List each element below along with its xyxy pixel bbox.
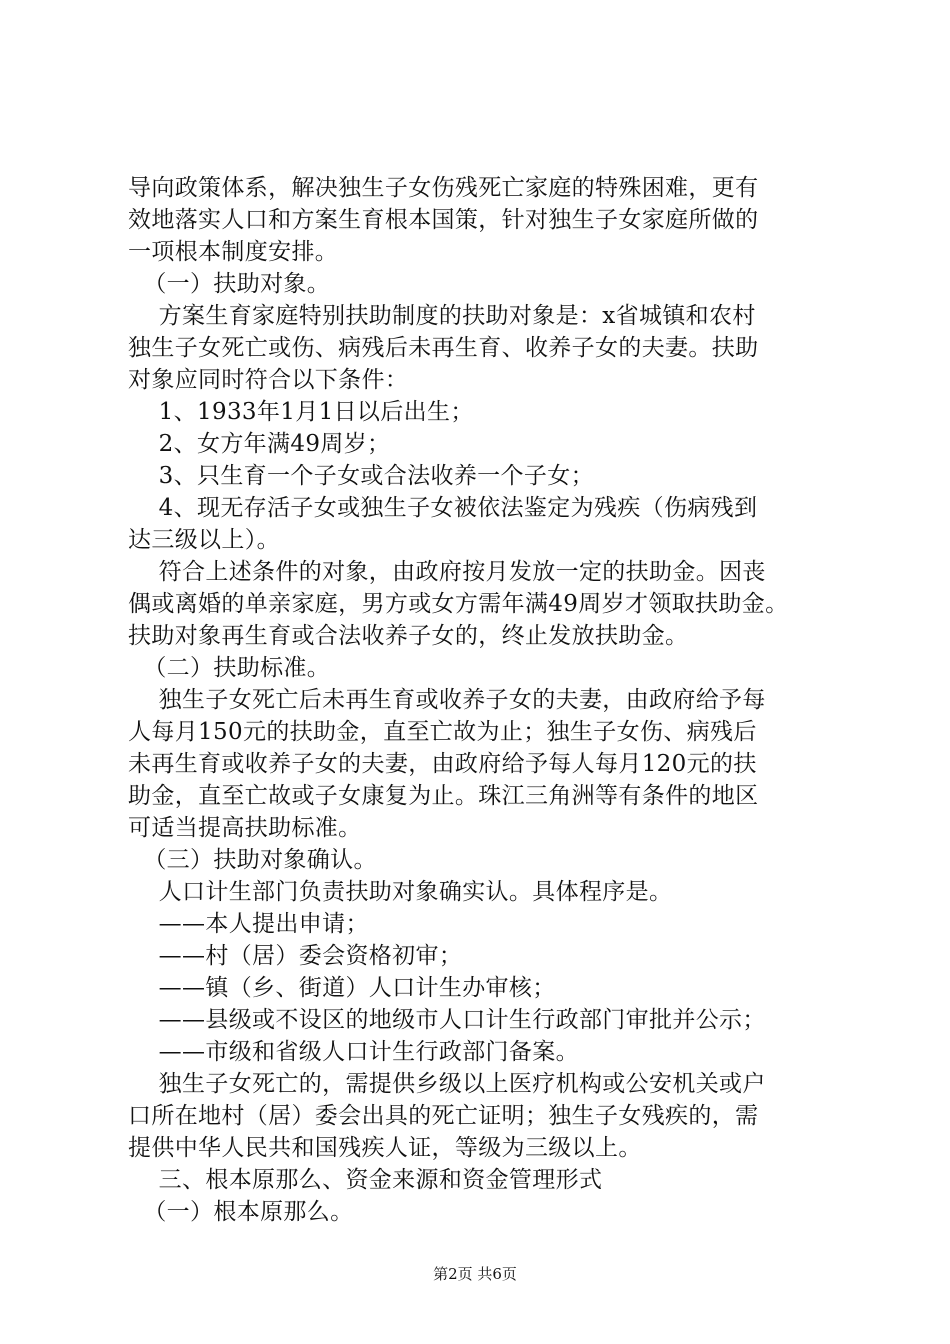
text-line: 人每月150元的扶助金，直至亡故为止；独生子女伤、病残后 xyxy=(128,719,757,745)
text-line: 独生子女死亡后未再生育或收养子女的夫妻，由政府给予每 xyxy=(128,687,766,713)
section-heading: （二）扶助标准。 xyxy=(128,655,331,681)
text-line: 偶或离婚的单亲家庭，男方或女方需年满49周岁才领取扶助金。 xyxy=(128,591,789,617)
section-heading: （一）根本原那么。 xyxy=(128,1199,354,1225)
section-heading: （一）扶助对象。 xyxy=(128,271,331,297)
text-line: 提供中华人民共和国残疾人证，等级为三级以上。 xyxy=(128,1135,642,1161)
text-line: 对象应同时符合以下条件： xyxy=(128,367,409,393)
list-item: 1、1933年1月1日以后出生； xyxy=(128,399,474,425)
list-item: ——镇（乡、街道）人口计生办审核； xyxy=(128,975,556,1001)
text-line: 口所在地村（居）委会出具的死亡证明；独生子女残疾的，需 xyxy=(128,1103,759,1129)
list-item: ——村（居）委会资格初审； xyxy=(128,943,463,969)
section-heading: 三、根本原那么、资金来源和资金管理形式 xyxy=(128,1167,603,1193)
text-line: 独生子女死亡或伤、病残后未再生育、收养子女的夫妻。扶助 xyxy=(128,335,759,361)
text-line: 达三级以上）。 xyxy=(128,527,280,553)
text-line: 方案生育家庭特别扶助制度的扶助对象是：x省城镇和农村 xyxy=(128,303,756,329)
text-line: 效地落实人口和方案生育根本国策，针对独生子女家庭所做的 xyxy=(128,207,759,233)
list-item: 2、女方年满49周岁； xyxy=(128,431,391,457)
list-item: ——县级或不设区的地级市人口计生行政部门审批并公示； xyxy=(128,1007,766,1033)
list-item: 3、只生育一个子女或合法收养一个子女； xyxy=(128,463,594,489)
text-line: 可适当提高扶助标准。 xyxy=(128,815,362,841)
page-number-label: 第2页 共6页 xyxy=(433,1265,517,1283)
text-line: 导向政策体系，解决独生子女伤残死亡家庭的特殊困难，更有 xyxy=(128,175,759,201)
section-heading: （三）扶助对象确认。 xyxy=(128,847,377,873)
list-item: ——本人提出申请； xyxy=(128,911,369,937)
document-body xyxy=(128,172,844,1228)
text-line: 一项根本制度安排。 xyxy=(128,239,339,265)
text-line: 扶助对象再生育或合法收养子女的，终止发放扶助金。 xyxy=(128,623,689,649)
text-line: 人口计生部门负责扶助对象确实认。具体程序是。 xyxy=(128,879,673,905)
text-line: 独生子女死亡的，需提供乡级以上医疗机构或公安机关或户 xyxy=(128,1071,766,1097)
text-line: 助金，直至亡故或子女康复为止。珠江三角洲等有条件的地区 xyxy=(128,783,759,809)
list-item: ——市级和省级人口计生行政部门备案。 xyxy=(128,1039,579,1065)
text-line: 未再生育或收养子女的夫妻，由政府给予每人每月120元的扶 xyxy=(128,751,757,777)
text-line: 符合上述条件的对象，由政府按月发放一定的扶助金。因丧 xyxy=(128,559,766,585)
page-footer xyxy=(0,1264,950,1284)
list-item: 4、现无存活子女或独生子女被依法鉴定为残疾（伤病残到 xyxy=(128,495,758,521)
